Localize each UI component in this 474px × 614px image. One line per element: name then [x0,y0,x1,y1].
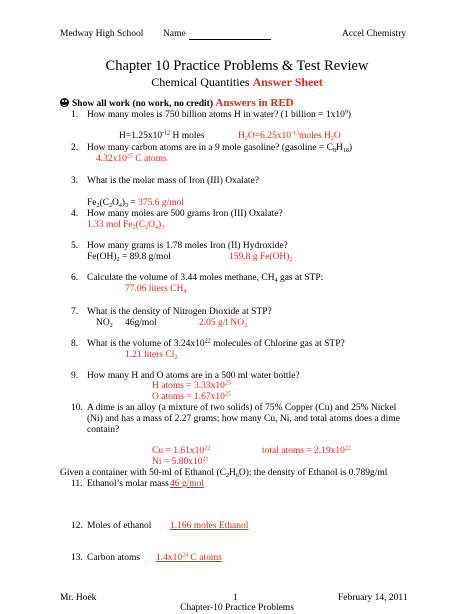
question-4-answer: 1.33 mol $Fe_2(C_2O_4)_3$ [87,220,165,231]
question-11-number: 11. [71,479,83,489]
question-11-answer: 46 g/mol [170,479,205,489]
question-10-answer-ni: $Ni = 5.80x10^{21}$ [152,456,209,467]
question-12-number: 12. [71,521,83,531]
question-8-answer: 1.21 liters $Cl_2$ [125,350,178,361]
question-7-answer: 2.05 g/l $NO_2$ [199,318,248,329]
question-2-number: 2. [71,143,79,153]
question-10-number: 10. [71,403,83,413]
question-13-text: Carbon atoms [87,553,141,563]
question-9-answer-o: O atoms = $1.67x10^{25}$ [152,391,231,402]
question-5-answer: 159.8 g $Fe(OH)_2$ [229,252,293,263]
question-9-text: How many H and O atoms are in a 500 ml water bottle? [87,371,300,381]
question-9-number: 9. [71,371,79,381]
question-10-line-1: A dime is an alloy (a mixture of two solids) of 75% Copper (Cu) and 25% Nickel [87,403,397,413]
question-10-line-3: contain? [87,425,120,435]
question-4-number: 4. [71,209,79,219]
name-label: Name [163,29,186,39]
question-7-text: What is the density of Nitrogen Dioxide at STP? [87,307,272,317]
question-1-number: 1. [71,110,79,120]
question-13-number: 13. [71,553,83,563]
instructions [60,97,294,110]
footer-page-number: 1 [233,593,238,603]
footer-document-title: Chapter-10 Practice Problems [180,603,294,613]
subtitle-answer-sheet: Answer Sheet [252,75,323,89]
question-6-text: Calculate the volume of 3.44 moles methane, $CH_4$ gas at STP: [87,273,324,284]
footer-date: February 14, 2011 [338,593,408,603]
question-2-answer: $4.32x10^{25}$ C atoms [96,153,167,164]
question-4-text: How many moles are 500 grams Iron (III) Oxalate? [87,209,283,219]
question-1-answer: $H_2O=6.25x10^{-13}moles$ $H_2O$ [238,130,341,142]
question-3-text: What is the molar mass of Iron (III) Oxalate? [87,176,259,186]
question-3-number: 3. [71,176,79,186]
course-name: Accel Chemistry [342,29,407,39]
page-title: Chapter 10 Practice Problems & Test Review [105,58,369,74]
question-9-answer-h: H atoms = $3.33x10^{25}$ [152,380,231,391]
question-6-number: 6. [71,273,79,283]
question-11-text: Ethanol’s molar mass [87,479,169,489]
question-6-answer: 77.06 liters $CH_4$ [125,284,187,295]
question-3-answer: $Fe_2(C_2O_4)_3 = 375.6$ g/mol [87,198,185,209]
instructions-red: Answers in RED [215,97,294,109]
question-13-answer: $1.4x10^{24}$ C atoms [156,552,222,563]
question-7-work-formula: $NO_2$ [96,318,113,329]
question-10-answer-cu: $Cu = 1.61x10^{22}$ [152,445,211,456]
footer-author: Mr. Hoek [60,593,97,603]
question-12-text: Moles of ethanol [87,521,152,531]
question-7-number: 7. [71,307,79,317]
question-12-answer: 1.166 moles Ethanol [170,521,249,531]
question-8-text: What is the volume of $3.24x10^{22}$ molecules of Chlorine gas at STP? [87,338,345,349]
given-statement: Given a container with 50-ml of Ethanol $(C_2H_6O)$; the density of Ethanol is 0.789g/ml [60,468,388,479]
question-5-work: $Fe(OH)_2 = 89.8$ g/mol [87,252,171,263]
question-1-work: $H=1.25x10^{-12}$ H moles [119,130,205,141]
question-10-answer-total: total atoms = $2.19x10^{22}$ [262,445,351,456]
name-blank-line [189,39,271,40]
question-7-work-mass: 46g/mol [125,318,157,328]
question-5-number: 5. [71,241,79,251]
subtitle-text: Chemical Quantities [151,75,250,89]
question-10-line-2: (Ni) and has a mass of 2.27 grams; how many Cu, Ni, and total atoms does a dime [87,414,400,424]
school-name: Medway High School [60,29,144,39]
page-subtitle [0,76,474,90]
question-1-text: How many moles is 750 billion atoms H in water? (1 billion = $1x10^9$) [87,109,352,120]
question-8-number: 8. [71,339,79,349]
smiley-icon [60,98,69,107]
question-5-text: How many grams is 1.78 moles Iron (II) Hydroxide? [87,241,288,251]
question-2-text: How many carbon atoms are in a 9 mole gasoline? (gasoline = $C_8H_{18}$) [87,143,353,154]
instructions-text: Show all work (no work, no credit) [72,99,214,109]
